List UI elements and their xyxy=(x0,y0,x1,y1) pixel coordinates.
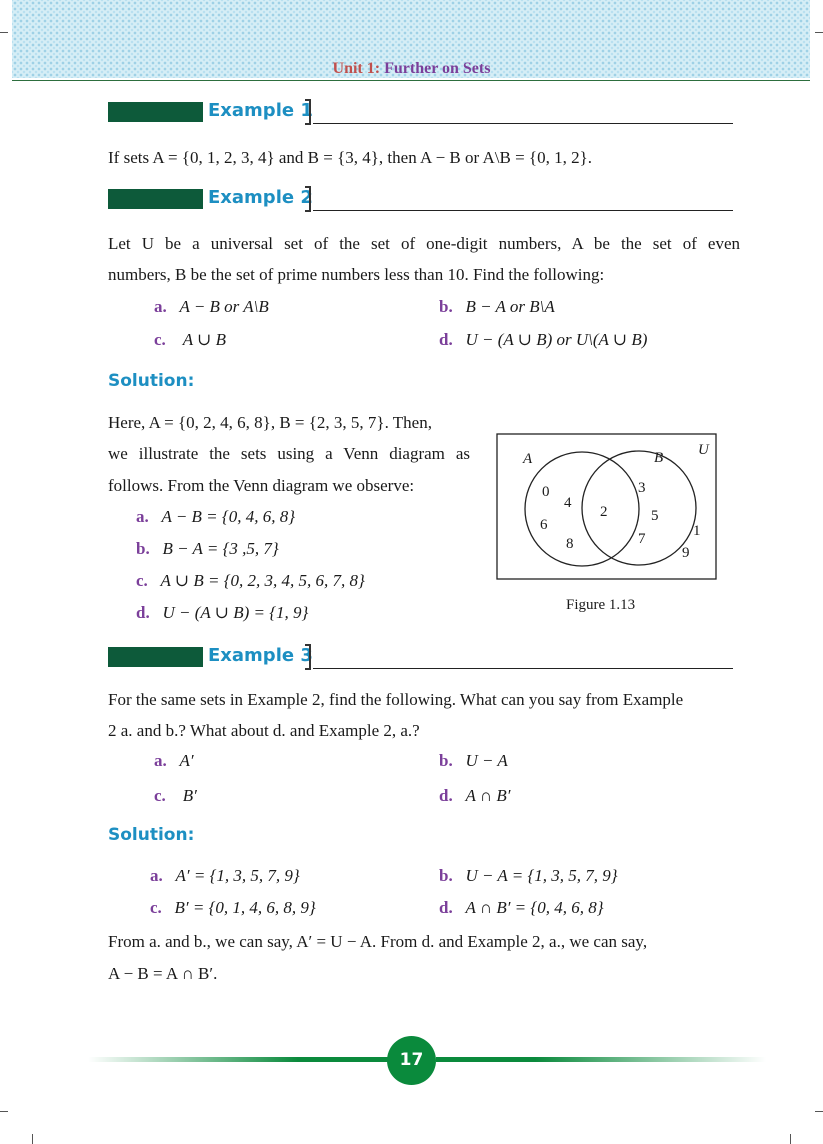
answer-2-b: b. B − A = {3 ,5, 7} xyxy=(136,539,279,558)
figure-caption: Figure 1.13 xyxy=(566,597,636,613)
footer-bar-left xyxy=(88,1057,388,1062)
header-rule xyxy=(12,80,810,81)
crop-mark xyxy=(0,1111,8,1112)
unit-label: Unit 1: xyxy=(332,60,381,77)
example-3-line-1: For the same sets in Example 2, find the following. What can you say from Example xyxy=(108,690,684,709)
page-number: 17 xyxy=(387,1036,436,1085)
set-b-label: B xyxy=(654,450,664,466)
solution-heading-1: Solution: xyxy=(108,371,195,391)
venn-element: 9 xyxy=(682,545,690,561)
venn-element: 3 xyxy=(638,480,646,496)
example-1-block xyxy=(108,102,203,122)
universal-label: U xyxy=(698,442,709,458)
crop-mark xyxy=(815,32,823,33)
venn-element: 7 xyxy=(638,531,646,547)
example-2-item-c: c. A ∪ B xyxy=(154,330,227,349)
solution-2-line-3: follows. From the Venn diagram we observe: xyxy=(108,476,415,495)
conclusion-line-2: A − B = A ∩ B′. xyxy=(108,964,218,983)
example-3-item-d: d. A ∩ B′ xyxy=(439,786,511,805)
answer-3-a: a. A′ = {1, 3, 5, 7, 9} xyxy=(150,866,300,885)
conclusion-line-1: From a. and b., we can say, A′ = U − A. From d. and Example 2, a., we can say, xyxy=(108,932,648,951)
example-2-heading: Example 2 xyxy=(208,187,313,208)
venn-element: 1 xyxy=(693,523,701,539)
example-3-item-b: b. U − A xyxy=(439,751,508,770)
example-3-bracket xyxy=(305,644,311,670)
crop-mark xyxy=(815,1111,823,1112)
example-1-rule xyxy=(313,123,733,124)
example-2-item-a: a. A − B or A\B xyxy=(154,297,269,316)
answer-2-d: d. U − (A ∪ B) = {1, 9} xyxy=(136,603,309,622)
answer-2-c: c. A ∪ B = {0, 2, 3, 4, 5, 6, 7, 8} xyxy=(136,571,365,590)
unit-title: Further on Sets xyxy=(384,60,491,77)
venn-element: 0 xyxy=(542,484,550,500)
crop-mark xyxy=(790,1134,791,1144)
crop-mark xyxy=(32,1134,33,1144)
example-3-rule xyxy=(313,668,733,669)
example-1-text: If sets A = {0, 1, 2, 3, 4} and B = {3, 4}, then A − B or A\B = {0, 1, 2}. xyxy=(108,148,592,167)
example-3-block xyxy=(108,647,203,667)
answer-2-a: a. A − B = {0, 4, 6, 8} xyxy=(136,507,296,526)
example-3-heading: Example 3 xyxy=(208,645,313,666)
example-3-item-c: c. B′ xyxy=(154,786,197,805)
running-header xyxy=(0,60,823,78)
example-2-item-b: b. B − A or B\A xyxy=(439,297,555,316)
answer-3-b: b. U − A = {1, 3, 5, 7, 9} xyxy=(439,866,618,885)
solution-2-line-2: we illustrate the sets using a Venn diagram as xyxy=(108,444,470,463)
crop-mark xyxy=(0,32,8,33)
example-2-rule xyxy=(313,210,733,211)
solution-heading-2: Solution: xyxy=(108,825,195,845)
example-2-item-d: d. U − (A ∪ B) or U\(A ∪ B) xyxy=(439,330,648,349)
example-3-item-a: a. A′ xyxy=(154,751,194,770)
venn-element: 6 xyxy=(540,517,548,533)
example-1-bracket xyxy=(305,99,311,125)
example-2-line-1: Let U be a universal set of the set of one-digit numbers, A be the set of even xyxy=(108,234,740,253)
venn-diagram xyxy=(496,433,718,581)
example-2-bracket xyxy=(305,186,311,212)
example-1-heading: Example 1 xyxy=(208,100,313,121)
example-3-line-2: 2 a. and b.? What about d. and Example 2, a.? xyxy=(108,721,420,740)
venn-element: 5 xyxy=(651,508,659,524)
answer-3-d: d. A ∩ B′ = {0, 4, 6, 8} xyxy=(439,898,604,917)
venn-element: 4 xyxy=(564,495,572,511)
answer-3-c: c. B′ = {0, 1, 4, 6, 8, 9} xyxy=(150,898,316,917)
venn-element: 8 xyxy=(566,536,574,552)
set-a-label: A xyxy=(523,451,533,467)
example-2-line-2: numbers, B be the set of prime numbers less than 10. Find the following: xyxy=(108,265,605,284)
example-2-block xyxy=(108,189,203,209)
venn-element: 2 xyxy=(600,504,608,520)
footer-bar-right xyxy=(436,1057,766,1062)
solution-2-line-1: Here, A = {0, 2, 4, 6, 8}, B = {2, 3, 5, 7}. Then, xyxy=(108,413,432,432)
